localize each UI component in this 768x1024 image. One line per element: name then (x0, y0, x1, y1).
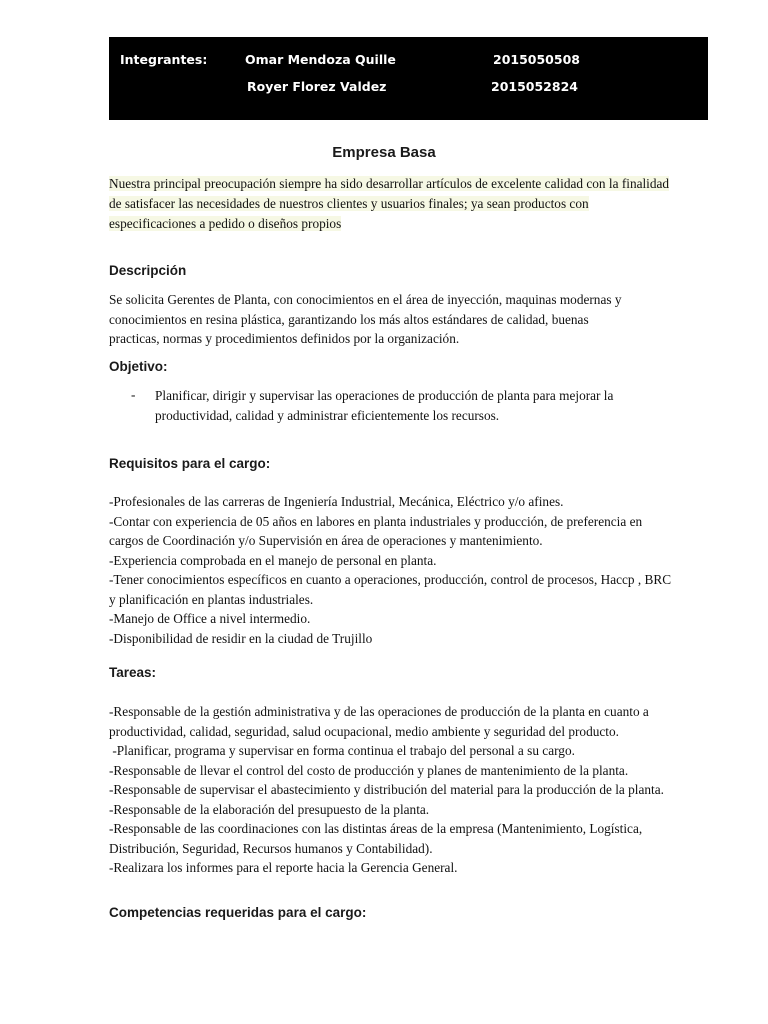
member-name: Omar Mendoza Quille (245, 52, 396, 67)
text-line: productividad, calidad, seguridad, salud ocupacional, medio ambiente y seguridad del producto. (109, 723, 619, 739)
text-line: practicas, normas y procedimientos definidos por la organización. (109, 331, 460, 346)
member-code: 2015050508 (493, 52, 580, 67)
text-line: cargos de Coordinación y/o Supervisión en área de operaciones y mantenimiento. (109, 533, 543, 548)
descripcion-paragraph (109, 290, 669, 349)
heading-requisitos: Requisitos para el cargo: (109, 456, 271, 471)
text-line: conocimientos en resina plástica, garantizando los más altos estándares de calidad, buenas (109, 311, 589, 327)
text-line: productividad, calidad y administrar eficientemente los recursos. (155, 407, 500, 423)
document-title: Empresa Basa (332, 144, 436, 161)
text-line: -Tener conocimientos específicos en cuanto a operaciones, producción, control de procesos, Haccp , BRC (109, 572, 672, 587)
text-line: -Profesionales de las carreras de Ingeniería Industrial, Mecánica, Eléctrico y/o afines. (109, 494, 564, 509)
intro-line: especificaciones a pedido o diseños propios (109, 215, 342, 231)
text-line: -Disponibilidad de residir en la ciudad de Trujillo (109, 630, 373, 646)
text-line: -Manejo de Office a nivel intermedio. (109, 611, 311, 626)
requisitos-list (109, 492, 672, 648)
text-line: -Realizara los informes para el reporte hacia la Gerencia General. (109, 860, 458, 875)
members-header (109, 37, 708, 120)
text-line: -Responsable de supervisar el abastecimiento y distribución del material para la producción de la planta. (109, 782, 664, 797)
text-line: -Contar con experiencia de 05 años en labores en planta industriales y producción, de preferencia en (109, 513, 643, 529)
heading-objetivo: Objetivo: (109, 359, 168, 374)
text-line: -Experiencia comprobada en el manejo de personal en planta. (109, 552, 437, 568)
objetivo-item (155, 386, 655, 425)
text-line: -Planificar, programa y supervisar en forma continua el trabajo del personal a su cargo. (109, 743, 575, 758)
heading-competencias: Competencias requeridas para el cargo: (109, 905, 367, 920)
intro-line: Nuestra principal preocupación siempre ha sido desarrollar artículos de excelente calidad con la finalidad (109, 176, 670, 191)
text-line: Distribución, Seguridad, Recursos humanos y Contabilidad). (109, 840, 433, 856)
text-line: -Responsable de las coordinaciones con las distintas áreas de la empresa (Mantenimiento, Logística, (109, 821, 643, 836)
text-line: Planificar, dirigir y supervisar las operaciones de producción de planta para mejorar la (155, 388, 614, 403)
members-label: Integrantes: (120, 52, 208, 67)
heading-descripcion: Descripción (109, 263, 187, 278)
text-line: -Responsable de la elaboración del presupuesto de la planta. (109, 801, 430, 817)
member-name: Royer Florez Valdez (247, 79, 387, 94)
text-line: -Responsable de la gestión administrativa y de las operaciones de producción de la planta en cuanto a (109, 704, 649, 719)
bullet-marker: - (131, 387, 136, 402)
intro-paragraph (109, 174, 669, 233)
intro-line: de satisfacer las necesidades de nuestros clientes y usuarios finales; ya sean productos con (109, 195, 589, 211)
text-line: -Responsable de llevar el control del costo de producción y planes de mantenimiento de la planta. (109, 762, 629, 778)
member-code: 2015052824 (491, 79, 578, 94)
heading-tareas: Tareas: (109, 665, 157, 680)
text-line: Se solicita Gerentes de Planta, con conocimientos en el área de inyección, maquinas modernas y (109, 292, 622, 307)
text-line: y planificación en plantas industriales. (109, 591, 314, 607)
tareas-list (109, 702, 669, 878)
